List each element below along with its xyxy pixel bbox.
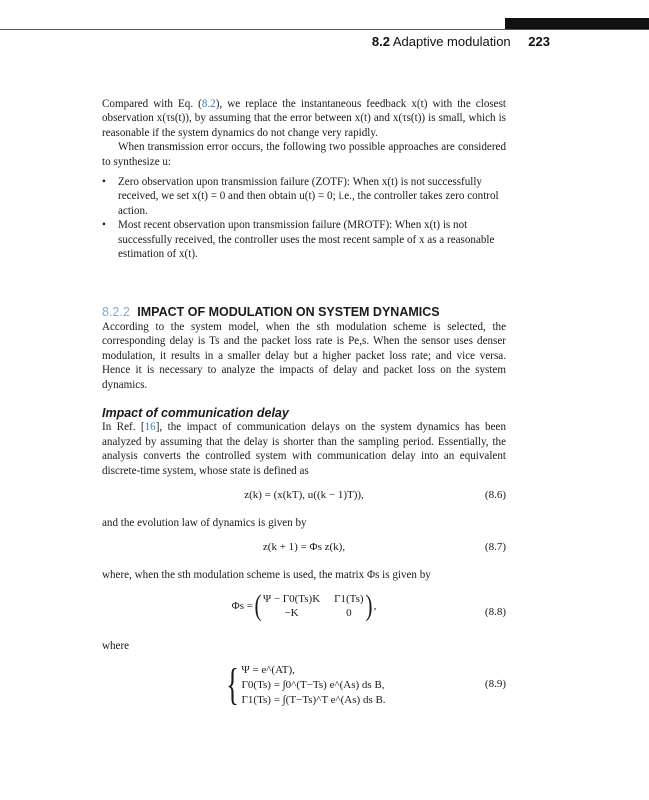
running-header	[300, 34, 550, 49]
approach-list	[102, 175, 506, 261]
page-body	[102, 97, 506, 721]
equation-8-7: z(k + 1) = Φs z(k), (8.7)	[262, 541, 506, 554]
equation-8-9: { Ψ = e^(AT), Γ0(Ts) = ∫0^(T−Ts) e^(As) ds B, Γ1(Ts) = ∫(T−Ts)^T e^(As) ds B. (8.9)	[226, 660, 506, 710]
equation-number: (8.6)	[484, 488, 506, 501]
paragraph-6: where, when the sth modulation scheme is used, the matrix Φs is given by	[102, 569, 431, 582]
equation-number: (8.8)	[484, 605, 506, 618]
page-number: 223	[528, 34, 550, 49]
header-section-title: Adaptive modulation	[392, 34, 511, 49]
header-section-number: 8.2	[371, 34, 390, 49]
subsection-heading: Impact of communication delay	[102, 405, 289, 420]
paragraph-2: When transmission error occurs, the following two possible approaches are considered to synthesize u:	[102, 141, 506, 168]
paragraph-3: According to the system model, when the sth modulation scheme is selected, the corresponding delay is Ts and the packet loss rate is Pe,s. When the sensor uses denser modulation, it results in a smaller delay but a higher packet loss rate; and vice versa. Hence it is necessary to analyze the impacts of delay and packet loss on the system dynamics.	[102, 320, 506, 391]
header-bar	[505, 18, 649, 29]
equation-number: (8.7)	[484, 541, 506, 554]
paragraph-1: Compared with Eq. (8.2), we replace the instantaneous feedback x(t) with the closest observation x(τs(t)), by assuming that the error between x(t) and x(τs(t)) is small, which is reasonable if the system dynamics do not change very rapidly.	[102, 98, 507, 139]
section-title: IMPACT OF MODULATION ON SYSTEM DYNAMICS	[137, 305, 440, 320]
paragraph-7: where	[102, 639, 130, 652]
citation-link[interactable]: 16	[144, 421, 156, 434]
equation-8-8: Φs = ( Ψ − Γ0(Ts)K Γ1(Ts) −K 0 ) , (8.8)	[231, 588, 506, 622]
section-heading	[102, 305, 506, 319]
section-number: 8.2.2	[102, 305, 130, 320]
equation-8-6: z(k) = (x(kT), u((k − 1)T)), (8.6)	[244, 488, 506, 501]
list-item: • Zero observation upon transmission failure (ZOTF): When x(t) is not successfully received, we set x(t) = 0 and then obtain u(t) = 0; i.e., the controller takes zero control action.	[102, 176, 499, 217]
equation-number: (8.9)	[484, 678, 506, 691]
header-rule	[0, 29, 649, 30]
list-item: • Most recent observation upon transmission failure (MROTF): When x(t) is not successfully received, the controller uses the most recent sample of x as a reasonable estimation of x(t).	[102, 219, 495, 261]
matrix: Ψ − Γ0(Ts)K Γ1(Ts) −K 0	[262, 592, 364, 619]
paragraph-4: In Ref. [16], the impact of communication delays on the system dynamics has been analyzed by assuming that the delay is shorter than the sampling period. Essentially, the analysis converts the controlled system with communication delay into an equivalent discrete-time system, whose state is defined as	[102, 421, 506, 477]
eq-ref-link[interactable]: 8.2	[201, 98, 216, 110]
paragraph-5: and the evolution law of dynamics is given by	[102, 516, 307, 529]
